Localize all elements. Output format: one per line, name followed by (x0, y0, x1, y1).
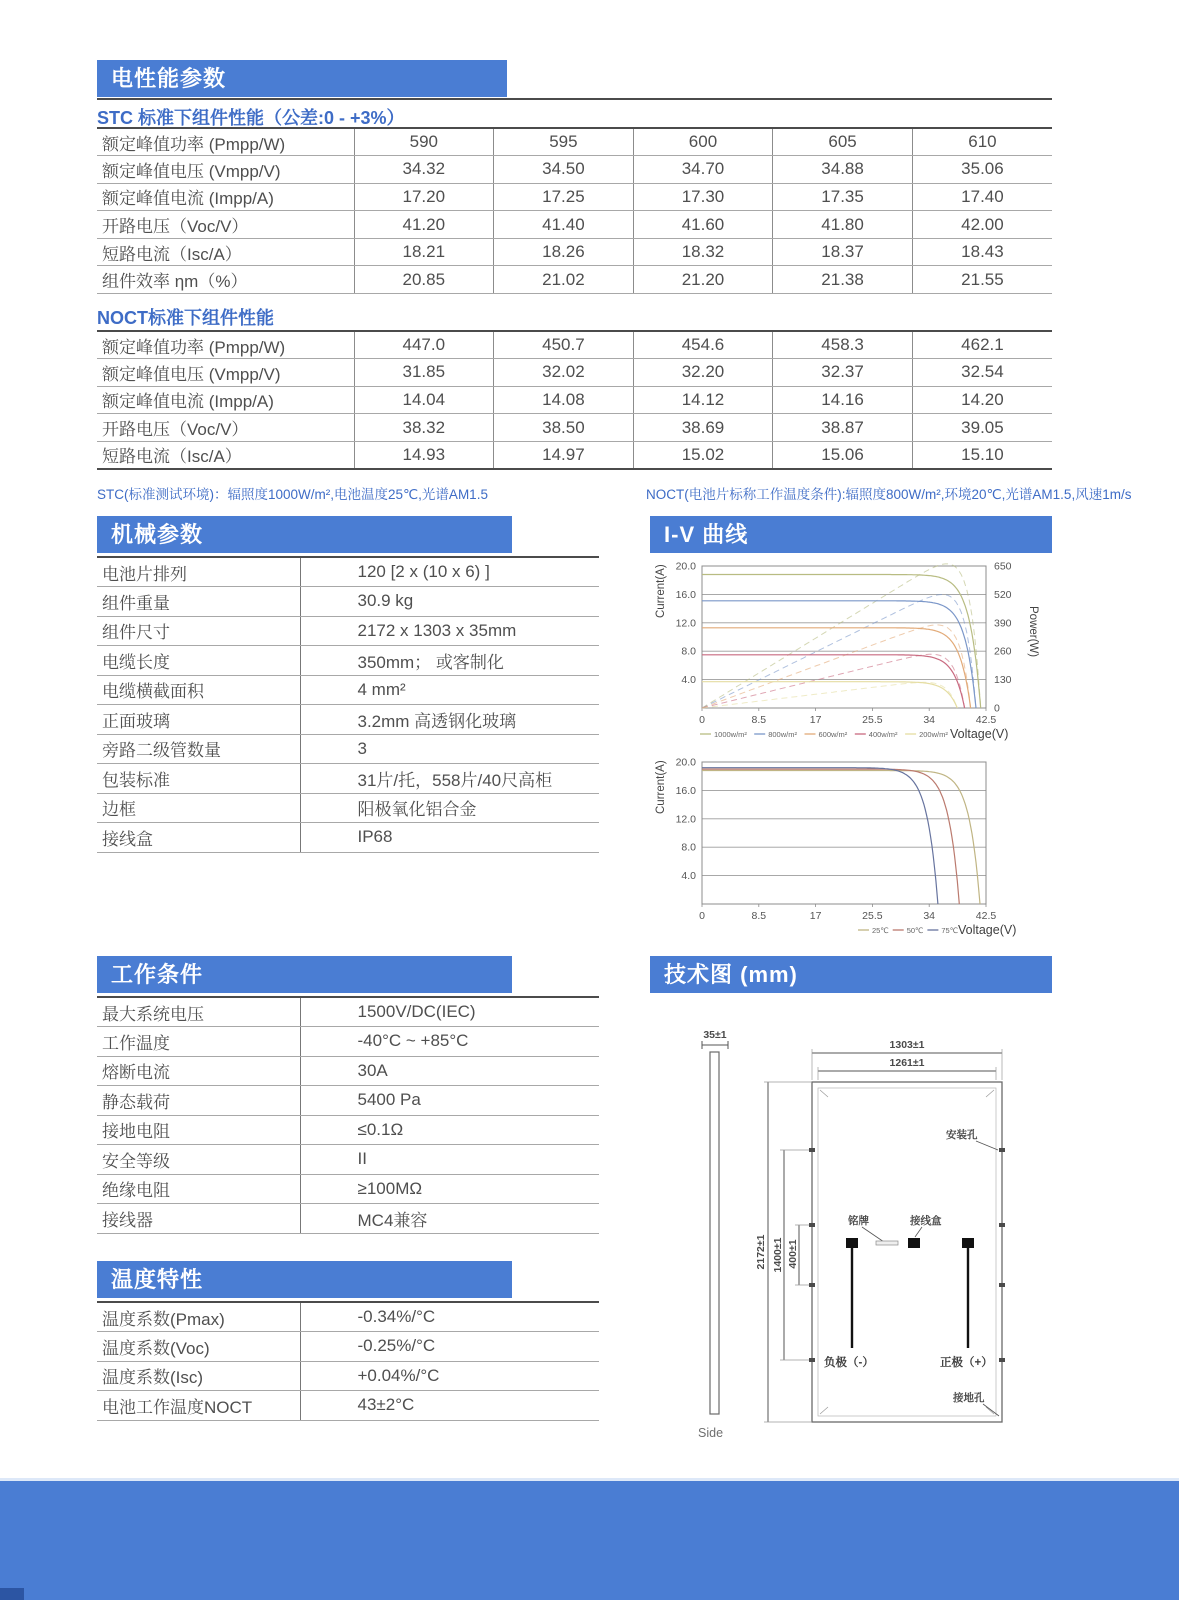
row-value: 120 [2 x (10 x 6) ] (300, 557, 599, 587)
noct-table (97, 330, 1052, 470)
svg-text:20.0: 20.0 (675, 756, 696, 769)
row-label: 温度系数(Pmax) (97, 1302, 300, 1332)
section-header-electrical: 电性能参数 (97, 60, 507, 97)
table-row (97, 675, 599, 705)
row-value: IP68 (300, 823, 599, 853)
row-label: 额定峰值电压 (Vmpp/V) (97, 156, 354, 184)
section-header-temperature: 温度特性 (97, 1261, 512, 1298)
row-value: 14.97 (494, 441, 634, 469)
table-row (97, 793, 599, 823)
row-value: 14.20 (912, 386, 1052, 414)
row-value: 34.50 (494, 156, 634, 184)
table-row (97, 1332, 599, 1362)
svg-text:50℃: 50℃ (906, 926, 924, 935)
row-value: 15.10 (912, 441, 1052, 469)
row-value: 39.05 (912, 414, 1052, 442)
svg-text:25.5: 25.5 (862, 910, 883, 922)
row-value: 32.54 (912, 359, 1052, 387)
svg-text:8.5: 8.5 (751, 910, 767, 922)
label-mounting-hole: 安装孔 (946, 1129, 978, 1141)
stc-footnote: STC(标准测试环境)：辐照度1000W/m²,电池温度25℃,光谱AM1.5 (97, 487, 488, 502)
svg-text:42.5: 42.5 (975, 910, 997, 922)
row-value: 18.32 (633, 238, 773, 266)
row-value: 1500V/DC(IEC) (300, 997, 599, 1027)
table-row (97, 211, 1052, 239)
row-label: 短路电流（Isc/A） (97, 238, 354, 266)
row-value: 14.04 (354, 386, 494, 414)
row-value: 31.85 (354, 359, 494, 387)
table-row (97, 646, 599, 676)
row-value: 3.2mm 高透钢化玻璃 (300, 705, 599, 735)
row-value: 18.37 (773, 238, 913, 266)
row-label: 旁路二级管数量 (97, 734, 300, 764)
svg-text:800w/m²: 800w/m² (768, 730, 797, 739)
svg-text:16.0: 16.0 (675, 784, 696, 797)
svg-text:0: 0 (994, 702, 1000, 715)
label-nameplate: 铭牌 (848, 1215, 869, 1227)
table-row (97, 414, 1052, 442)
row-value: 31片/托，558片/40尺高柜 (300, 764, 599, 794)
label-negative: 负极（-） (824, 1357, 874, 1369)
svg-text:12.0: 12.0 (675, 813, 696, 826)
row-value: 30.9 kg (300, 587, 599, 617)
table-row (97, 734, 599, 764)
row-label: 接线器 (97, 1204, 300, 1234)
svg-text:0: 0 (699, 714, 705, 726)
row-value: -40°C ~ +85°C (300, 1027, 599, 1057)
working-conditions-table (97, 996, 599, 1234)
svg-text:34: 34 (923, 910, 936, 922)
row-value: 21.55 (912, 266, 1052, 294)
row-label: 开路电压（Voc/V） (97, 211, 354, 239)
svg-text:650: 650 (994, 560, 1012, 573)
svg-text:8.0: 8.0 (681, 841, 696, 854)
svg-text:260: 260 (994, 645, 1012, 658)
table-row (97, 1302, 599, 1332)
row-label: 正面玻璃 (97, 705, 300, 735)
table-row (97, 1391, 599, 1421)
svg-text:Current(A): Current(A) (655, 564, 667, 618)
table-row (97, 1361, 599, 1391)
row-value: 14.16 (773, 386, 913, 414)
row-value: 38.69 (633, 414, 773, 442)
row-value: 462.1 (912, 331, 1052, 359)
row-label: 绝缘电阻 (97, 1174, 300, 1204)
row-value: 600 (633, 128, 773, 156)
row-value: 41.20 (354, 211, 494, 239)
svg-text:Power(W): Power(W) (1027, 606, 1039, 658)
svg-text:600w/m²: 600w/m² (818, 730, 848, 739)
table-row (97, 705, 599, 735)
section-header-iv-curves: I-V 曲线 (650, 516, 1052, 553)
svg-text:Voltage(V): Voltage(V) (950, 727, 1009, 741)
row-value: 18.21 (354, 238, 494, 266)
temperature-table (97, 1301, 599, 1421)
section-header-technical-drawing: 技术图 (mm) (650, 956, 1052, 993)
row-label: 电池片排列 (97, 557, 300, 587)
table-row (97, 331, 1052, 359)
table-row (97, 359, 1052, 387)
row-value: 17.40 (912, 183, 1052, 211)
row-label: 接线盒 (97, 823, 300, 853)
row-value: 450.7 (494, 331, 634, 359)
svg-text:8.5: 8.5 (751, 714, 767, 726)
row-label: 安全等级 (97, 1145, 300, 1175)
row-value: 32.37 (773, 359, 913, 387)
label-side-view: Side (698, 1426, 724, 1440)
table-row (97, 1086, 599, 1116)
row-value: 38.50 (494, 414, 634, 442)
row-value: ≥100MΩ (300, 1174, 599, 1204)
svg-text:400w/m²: 400w/m² (868, 730, 898, 739)
row-value: 17.35 (773, 183, 913, 211)
row-label: 熔断电流 (97, 1056, 300, 1086)
row-value: 454.6 (633, 331, 773, 359)
row-value: 595 (494, 128, 634, 156)
noct-subtitle: NOCT标准下组件性能 (97, 308, 274, 328)
table-row (97, 557, 599, 587)
row-value: 阳极氧化铝合金 (300, 793, 599, 823)
row-label: 额定峰值电流 (Impp/A) (97, 183, 354, 211)
row-label: 额定峰值功率 (Pmpp/W) (97, 331, 354, 359)
row-value: 17.30 (633, 183, 773, 211)
svg-text:Voltage(V): Voltage(V) (958, 923, 1017, 937)
row-label: 最大系统电压 (97, 997, 300, 1027)
svg-text:Current(A): Current(A) (655, 760, 667, 814)
row-label: 温度系数(Isc) (97, 1361, 300, 1391)
iv-curve-chart-irradiance (650, 556, 1052, 752)
table-row (97, 997, 599, 1027)
footer-notch (0, 1588, 24, 1600)
svg-text:17: 17 (809, 910, 822, 922)
table-row (97, 1145, 599, 1175)
row-value: 41.80 (773, 211, 913, 239)
svg-text:520: 520 (994, 588, 1012, 601)
row-label: 组件尺寸 (97, 616, 300, 646)
noct-footnote: NOCT(电池片标称工作温度条件):辐照度800W/m²,环境20℃,光谱AM1.5,风速1m/s (646, 487, 1132, 502)
table-row (97, 764, 599, 794)
svg-text:34: 34 (923, 714, 936, 726)
dim-hole-pitch: 400±1 (787, 1239, 799, 1269)
row-value: 18.43 (912, 238, 1052, 266)
svg-text:1000w/m²: 1000w/m² (714, 730, 747, 739)
row-label: 额定峰值电压 (Vmpp/V) (97, 359, 354, 387)
svg-text:4.0: 4.0 (681, 870, 696, 883)
row-value: 21.20 (633, 266, 773, 294)
row-label: 短路电流（Isc/A） (97, 441, 354, 469)
row-value: 34.32 (354, 156, 494, 184)
stc-subtitle: STC 标准下组件性能（公差:0 - +3%） (97, 108, 405, 128)
row-value: 14.93 (354, 441, 494, 469)
row-value: 43±2°C (300, 1391, 599, 1421)
row-value: 447.0 (354, 331, 494, 359)
nameplate (876, 1241, 898, 1245)
row-label: 电缆长度 (97, 646, 300, 676)
row-value: II (300, 1145, 599, 1175)
table-row (97, 1174, 599, 1204)
dim-height: 2172±1 (755, 1234, 767, 1270)
svg-text:8.0: 8.0 (681, 645, 696, 658)
svg-text:16.0: 16.0 (675, 588, 696, 601)
row-value: -0.34%/°C (300, 1302, 599, 1332)
row-value: 15.02 (633, 441, 773, 469)
row-value: 41.40 (494, 211, 634, 239)
row-value: 32.20 (633, 359, 773, 387)
stc-table (97, 127, 1052, 294)
row-label: 组件效率 ηm（%） (97, 266, 354, 294)
table-row (97, 156, 1052, 184)
row-value: 32.02 (494, 359, 634, 387)
row-label: 温度系数(Voc) (97, 1332, 300, 1362)
row-value: 21.38 (773, 266, 913, 294)
row-value: 38.87 (773, 414, 913, 442)
table-row (97, 266, 1052, 294)
row-value: 458.3 (773, 331, 913, 359)
row-value: +0.04%/°C (300, 1361, 599, 1391)
table-row (97, 386, 1052, 414)
row-label: 包装标准 (97, 764, 300, 794)
divider (97, 98, 1052, 100)
table-row (97, 616, 599, 646)
svg-text:42.5: 42.5 (975, 714, 997, 726)
svg-text:200w/m²: 200w/m² (919, 730, 948, 739)
row-value: 20.85 (354, 266, 494, 294)
table-row (97, 1115, 599, 1145)
table-row (97, 238, 1052, 266)
row-value: 35.06 (912, 156, 1052, 184)
svg-text:75℃: 75℃ (941, 926, 959, 935)
dim-inner-width: 1261±1 (889, 1057, 925, 1069)
footer-band (0, 1478, 1179, 1600)
row-label: 组件重量 (97, 587, 300, 617)
row-value: 590 (354, 128, 494, 156)
table-row (97, 1204, 599, 1234)
row-value: 5400 Pa (300, 1086, 599, 1116)
label-grounding-hole: 接地孔 (953, 1392, 985, 1404)
row-value: 21.02 (494, 266, 634, 294)
svg-text:4.0: 4.0 (681, 674, 696, 687)
table-row (97, 128, 1052, 156)
section-header-working-conditions: 工作条件 (97, 956, 512, 993)
dim-side-width: 35±1 (703, 1029, 727, 1041)
table-row (97, 441, 1052, 469)
svg-text:130: 130 (994, 674, 1012, 687)
row-value: MC4兼容 (300, 1204, 599, 1234)
row-value: 610 (912, 128, 1052, 156)
dim-hole-span: 1400±1 (772, 1237, 784, 1273)
row-value: 3 (300, 734, 599, 764)
row-value: 30A (300, 1056, 599, 1086)
technical-drawing (650, 1000, 1052, 1455)
row-label: 电池工作温度NOCT (97, 1391, 300, 1421)
svg-text:0: 0 (699, 910, 705, 922)
row-value: -0.25%/°C (300, 1332, 599, 1362)
row-value: 34.88 (773, 156, 913, 184)
table-row (97, 587, 599, 617)
row-value: ≤0.1Ω (300, 1115, 599, 1145)
svg-text:20.0: 20.0 (675, 560, 696, 573)
row-value: 17.25 (494, 183, 634, 211)
table-row (97, 823, 599, 853)
row-value: 2172 x 1303 x 35mm (300, 616, 599, 646)
label-positive: 正极（+） (940, 1357, 993, 1369)
row-value: 605 (773, 128, 913, 156)
table-row (97, 183, 1052, 211)
row-label: 静态载荷 (97, 1086, 300, 1116)
row-value: 38.32 (354, 414, 494, 442)
row-label: 电缆横截面积 (97, 675, 300, 705)
side-view-profile (710, 1052, 719, 1414)
svg-text:17: 17 (809, 714, 822, 726)
row-value: 34.70 (633, 156, 773, 184)
row-value: 42.00 (912, 211, 1052, 239)
row-value: 17.20 (354, 183, 494, 211)
row-label: 边框 (97, 793, 300, 823)
section-header-mechanical: 机械参数 (97, 516, 512, 553)
row-value: 14.12 (633, 386, 773, 414)
svg-text:12.0: 12.0 (675, 617, 696, 630)
svg-text:25℃: 25℃ (872, 926, 889, 935)
row-label: 工作温度 (97, 1027, 300, 1057)
iv-curve-chart-temperature (650, 752, 1052, 952)
svg-text:390: 390 (994, 617, 1012, 630)
row-value: 350mm； 或客制化 (300, 646, 599, 676)
svg-text:25.5: 25.5 (862, 714, 883, 726)
row-label: 接地电阻 (97, 1115, 300, 1145)
dim-outer-width: 1303±1 (889, 1039, 925, 1051)
row-value: 15.06 (773, 441, 913, 469)
row-label: 额定峰值电流 (Impp/A) (97, 386, 354, 414)
row-label: 额定峰值功率 (Pmpp/W) (97, 128, 354, 156)
row-value: 18.26 (494, 238, 634, 266)
row-value: 41.60 (633, 211, 773, 239)
row-label: 开路电压（Voc/V） (97, 414, 354, 442)
row-value: 4 mm² (300, 675, 599, 705)
table-row (97, 1027, 599, 1057)
mechanical-table (97, 556, 599, 853)
row-value: 14.08 (494, 386, 634, 414)
label-junction-box: 接线盒 (910, 1215, 942, 1227)
table-row (97, 1056, 599, 1086)
